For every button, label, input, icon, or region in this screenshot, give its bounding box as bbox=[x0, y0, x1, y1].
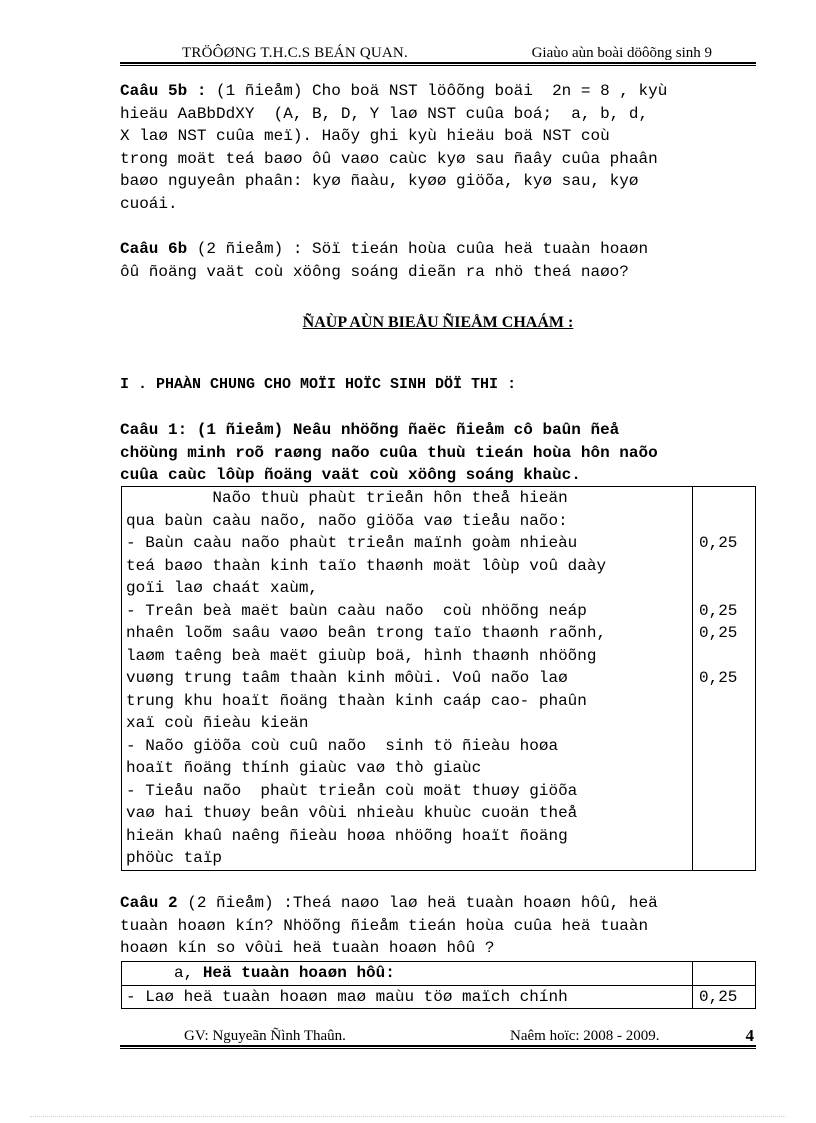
answer-content: - Laø heä tuaàn hoaøn maø maùu töø maïch chính bbox=[122, 985, 693, 1009]
answer-content: Naõo thuù phaùt trieån hôn theå hieän qua baùn caàu naõo, naõo giöõa vaø tieåu naõo: - Baùn caàu naõo phaùt trieån maïnh goàm nhieàu teá baøo thaàn kinh taïo thaønh moät lôùp voû daày goïi laø chaát xaùm, - Treân beà maët baùn caàu naõo coù nhöõng neáp nhaên loõm saâu vaøo beân trong taïo thaønh raõnh, laøm taêng beà maët giuùp boä, hình thaønh nhöõng vuøng trung taâm thaàn kinh môùi. Voû naõo laø trung khu hoaït ñoäng thaàn kinh caáp cao- phaûn xaï coù ñieàu kieän - Naõo giöõa coù cuû naõo sinh tö ñieàu hoøa hoaït ñoäng thính giaùc vaø thò giaùc - Tieåu naõo phaùt trieån coù moät thuøy giöõa vaø hai thuøy beân vôùi nhieàu khuùc cuoän theå hieän khaû naêng ñieàu hoøa nhöõng hoaït ñoäng phöùc taïp bbox=[122, 487, 693, 871]
score-cell bbox=[693, 962, 756, 986]
question-2-label: Caâu 2 bbox=[120, 894, 178, 912]
table-row bbox=[122, 487, 756, 871]
subheading-text: Heä tuaàn hoaøn hôû: bbox=[202, 964, 395, 982]
header-rule bbox=[120, 62, 756, 66]
question-6b-text: (2 ñieåm) : Söï tieán hoùa cuûa heä tuaàn hoaøn ôû ñoäng vaät coù xöông soáng dieãn ra nhö theá naøo? bbox=[120, 240, 649, 281]
question-2 bbox=[120, 892, 756, 960]
table-row bbox=[122, 962, 756, 986]
question-6b bbox=[120, 238, 756, 283]
question-6b-label: Caâu 6b bbox=[120, 240, 188, 258]
question-2-text: (2 ñieåm) :Theá naøo laø heä tuaàn hoaøn hôû, heä tuaàn hoaøn kín? Nhöõng ñieåm tieán hoùa cuûa heä tuaàn hoaøn kín so vôùi heä tuaàn hoaøn hôû ? bbox=[120, 894, 658, 957]
section-1-heading: I . PHAÀN CHUNG CHO MOÏI HOÏC SINH DÖÏ THI : bbox=[120, 376, 517, 393]
teacher-name: GV: Nguyeãn Ñình Thaûn. bbox=[184, 1028, 346, 1044]
answer-key-title: ÑAÙP AÙN BIEÅU ÑIEÅM CHAÁM : bbox=[302, 314, 574, 331]
table-row bbox=[122, 985, 756, 1009]
score-column: 0,25 0,25 0,25 0,25 bbox=[693, 487, 756, 871]
score-cell: 0,25 bbox=[693, 985, 756, 1009]
document-title: Giaùo aùn boài döôõng sinh 9 bbox=[531, 45, 712, 61]
footer-rule bbox=[120, 1045, 756, 1049]
answer-table-2 bbox=[121, 961, 756, 1009]
subheading-prefix: a, bbox=[126, 964, 203, 982]
page-number: 4 bbox=[745, 1026, 754, 1045]
answer-subheading bbox=[122, 962, 693, 986]
school-year: Naêm hoïc: 2008 - 2009. bbox=[510, 1028, 660, 1044]
answer-table-1 bbox=[121, 486, 756, 871]
question-5b-text: (1 ñieåm) Cho boä NST löôõng boäi 2n = 8 , kyù hieäu AaBbDdXY (A, B, D, Y laø NST cuûa boá; a, b, d, X laø NST cuûa meï). Haõy ghi kyù hieäu boä NST coù trong moät teá baøo ôû vaøo caùc kyø sau ñaây cuûa phaân baøo nguyeân phaân: kyø ñaàu, kyøø giöõa, kyø sau, kyø cuoái. bbox=[120, 82, 668, 213]
question-1: Caâu 1: (1 ñieåm) Neâu nhöõng ñaëc ñieåm cô baûn ñeå chöùng minh roõ raøng naõo cuûa thuù tieán hoùa hôn naõo cuûa caùc lôùp ñoäng vaät coù xöông soáng khaùc. bbox=[120, 421, 658, 484]
school-name: TRÖÔØNG T.H.C.S BEÁN QUAN. bbox=[182, 45, 408, 61]
question-5b bbox=[120, 80, 756, 215]
page-edge bbox=[30, 1116, 786, 1117]
question-5b-label: Caâu 5b : bbox=[120, 82, 207, 100]
